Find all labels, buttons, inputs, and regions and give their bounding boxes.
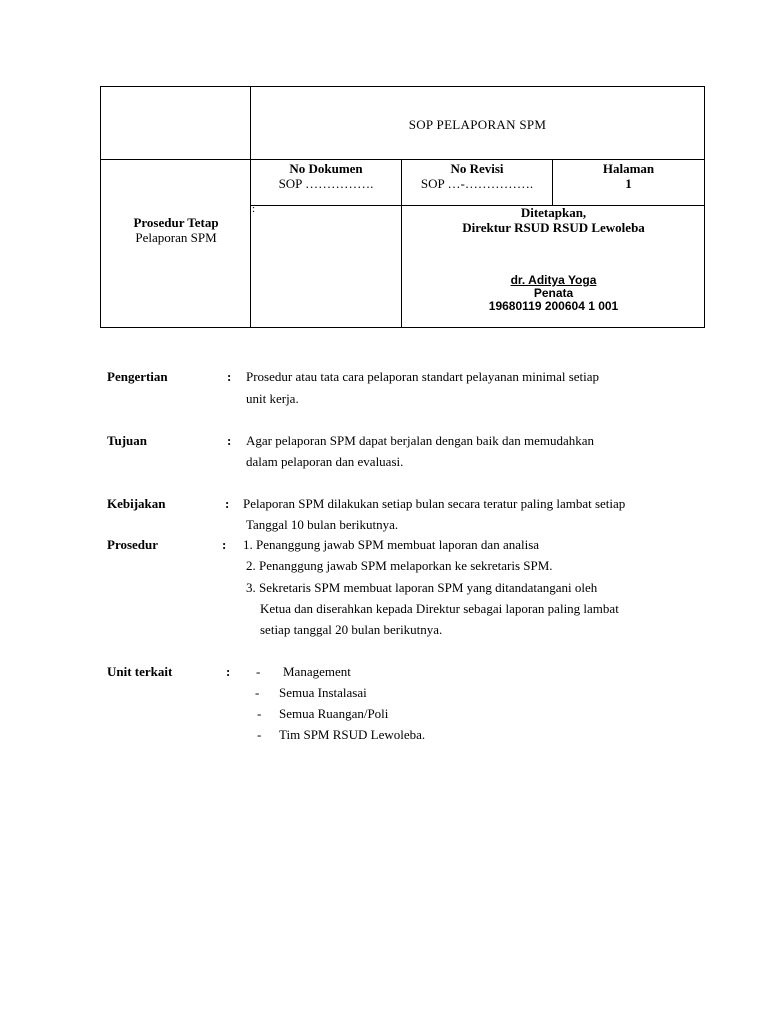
pengertian-label: Pengertian xyxy=(107,369,168,384)
unit-dash-3: - xyxy=(257,706,262,721)
prosedur-step-3: 3. Sekretaris SPM membuat laporan SPM yang ditandatangani oleh xyxy=(246,580,598,595)
no-dokumen-label: No Dokumen xyxy=(289,161,363,176)
unit-item-tim-spm: Tim SPM RSUD Lewoleba. xyxy=(279,727,426,742)
tujuan-line-1: Agar pelaporan SPM dapat berjalan dengan baik dan memudahkan xyxy=(246,433,594,448)
no-revisi-label: No Revisi xyxy=(450,161,504,176)
tujuan-colon: : xyxy=(227,433,232,448)
prosedur-step-3-cont-1: Ketua dan diserahkan kepada Direktur sebagai laporan paling lambat xyxy=(260,601,619,616)
unit-dash-1: - xyxy=(256,664,261,679)
kebijakan-colon: : xyxy=(225,496,230,511)
unit-item-instalasi: Semua Instalasai xyxy=(279,685,367,700)
halaman-value: 1 xyxy=(625,176,632,191)
pengertian-colon: : xyxy=(227,369,232,384)
ditetapkan-text: Ditetapkan, xyxy=(520,205,587,220)
document-title: SOP PELAPORAN SPM xyxy=(408,117,547,132)
prosedur-tetap-title: Prosedur Tetap xyxy=(133,215,219,230)
kebijakan-label: Kebijakan xyxy=(107,496,166,511)
no-dokumen-value: SOP ……………. xyxy=(278,176,374,191)
sop-header-table xyxy=(100,86,705,328)
prosedur-step-3-cont-2: setiap tanggal 20 bulan berikutnya. xyxy=(260,622,443,637)
halaman-label: Halaman xyxy=(602,161,655,176)
prosedur-step-2: 2. Penanggung jawab SPM melaporkan ke sekretaris SPM. xyxy=(246,558,553,573)
prosedur-tetap-subtitle: Pelaporan SPM xyxy=(135,230,217,245)
divider-horizontal-top xyxy=(101,159,704,160)
no-revisi-value: SOP …-……………. xyxy=(420,176,534,191)
tujuan-label: Tujuan xyxy=(107,433,147,448)
kebijakan-line-1: Pelaporan SPM dilakukan setiap bulan secara teratur paling lambat setiap xyxy=(243,496,626,511)
unit-dash-4: - xyxy=(257,727,262,742)
unit-terkait-colon: : xyxy=(226,664,231,679)
stray-mark: : xyxy=(252,203,256,215)
pengertian-line-2: unit kerja. xyxy=(246,391,299,406)
kebijakan-line-2: Tanggal 10 bulan berikutnya. xyxy=(246,517,399,532)
no-revisi-cell xyxy=(402,161,552,191)
pengertian-line-1: Prosedur atau tata cara pelaporan standart pelayanan minimal setiap xyxy=(246,369,600,384)
unit-dash-2: - xyxy=(255,685,260,700)
prosedur-label: Prosedur xyxy=(107,537,159,552)
signer-rank: Penata xyxy=(533,286,574,300)
signer-name: dr. Aditya Yoga xyxy=(510,273,597,287)
direktur-text: Direktur RSUD RSUD Lewoleba xyxy=(462,220,645,235)
prosedur-step-1: 1. Penanggung jawab SPM membuat laporan dan analisa xyxy=(243,537,540,552)
signer-block xyxy=(403,274,704,313)
prosedur-tetap-box xyxy=(101,215,251,245)
unit-item-ruangan: Semua Ruangan/Poli xyxy=(279,706,389,721)
ditetapkan-block xyxy=(403,205,704,235)
unit-terkait-label: Unit terkait xyxy=(107,664,173,679)
tujuan-line-2: dalam pelaporan dan evaluasi. xyxy=(246,454,404,469)
prosedur-colon: : xyxy=(222,537,227,552)
halaman-cell xyxy=(553,161,704,191)
no-dokumen-cell xyxy=(251,161,401,191)
signer-nip: 19680119 200604 1 001 xyxy=(488,299,619,313)
unit-item-management: Management xyxy=(283,664,351,679)
